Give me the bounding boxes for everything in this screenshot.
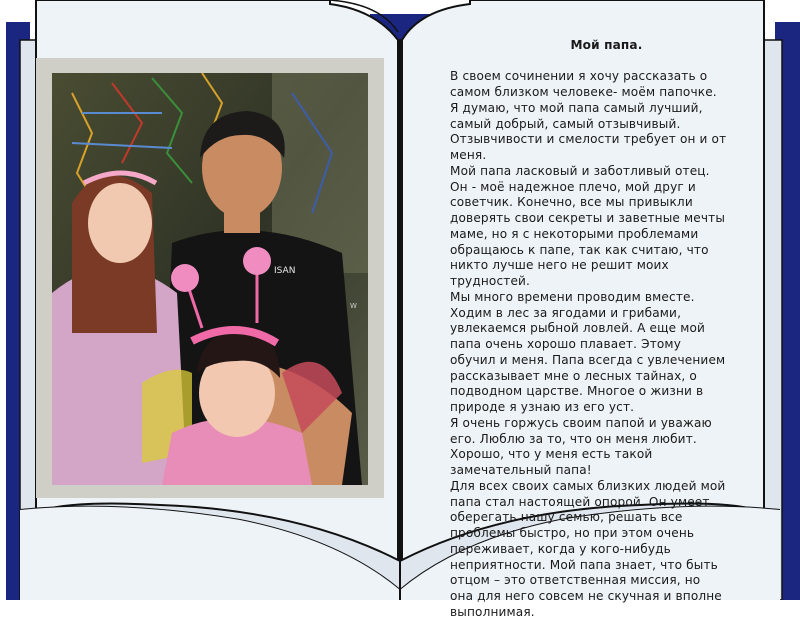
shirt-logo: ISAN [274, 266, 296, 276]
family-photo [52, 73, 368, 485]
essay-title: Мой папа. [570, 37, 643, 52]
essay [450, 22, 755, 621]
shirt-logo-prefix: W [350, 302, 357, 310]
essay-body: В своем сочинении я хочу рассказать о самом близком человеке- моём папочке. Я думаю, что мой папа самый лучший, самый добрый, самый отзывчивый. Отзывчивости и смелости требует он и от меня. Мой папа ласковый и заботливый отец. Он - моё надежное плечо, мой друг и советчик. Конечно, все мы привыкли доверять свои секреты и заветные мечты маме, но я с некоторыми проблемами обращаюсь к папе, так как считаю, что никто лучше него не решит моих трудностей. Мы много времени проводим вместе. Ходим в лес за ягодами и грибами, увлекаемся рыбной ловлей. А еще мой папа очень хорошо плавает. Этому обучил и меня. Папа всегда с увлечением рассказывает мне о лесных тайнах, о подводном царстве. Многое о жизни в природе я узнаю из его уст. Я очень горжусь своим папой и уважаю его. Люблю за то, что он меня любит. Хорошо, что у меня есть такой замечательный папа! Для всех своих самых близких людей мой папа стал настоящей опорой. Он умеет оберегать нашу семью, решать все проблемы быстро, но при этом очень переживает, когда у кого-нибудь неприятности. Мой папа знает, что быть отцом – это ответственная миссия, но она для него совсем не скучная и вполне выполнимая. [450, 69, 727, 619]
